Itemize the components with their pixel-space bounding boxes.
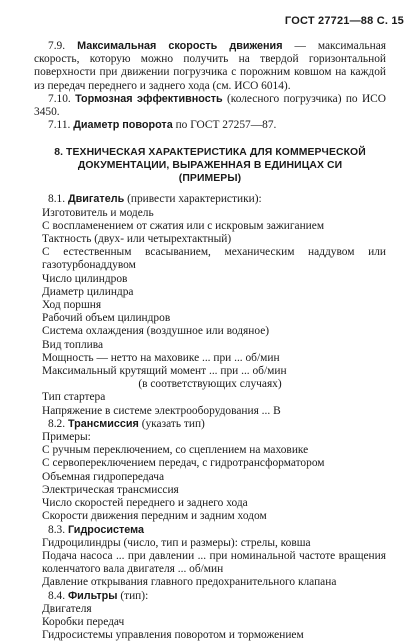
clause-number: 8.1. (48, 193, 66, 206)
section-8-title (34, 146, 386, 185)
list-item: С ручным переключением, со сцеплением на маховике (42, 444, 309, 457)
paragraph-7-9 (34, 40, 386, 93)
list-item: Система охлаждения (воздушное или водяное) (42, 325, 270, 338)
clause-number: 7.11. (48, 119, 71, 132)
clause-text: (тип): (117, 589, 149, 602)
list-item: Напряжение в системе электрооборудования ... В (42, 404, 281, 417)
clause-term: Тормозная эффективность (75, 92, 223, 105)
clause-term: Двигатель (67, 193, 125, 206)
list-item: Тип стартера (42, 391, 106, 404)
list-item: Максимальный крутящий момент ... при ... об/мин (42, 365, 287, 378)
clause-number: 8.2. (48, 417, 66, 430)
list-item: Гидросистемы управления поворотом и торможением (42, 629, 304, 642)
clause-text: — максимальная скорость, которую можно получить на твердой горизонтальной поверхности при движении погрузчика с порожним ковшом на каждой из передач переднего и заднего хода (см. ИСО 6014). (34, 40, 386, 92)
paragraph-8-1 (34, 193, 386, 206)
clause-text: (колесного погрузчика) по ИСО 3450. (34, 92, 386, 119)
list-item: Примеры: (42, 431, 91, 444)
list-item: Изготовитель и модель (42, 206, 154, 219)
section-title-line: (ПРИМЕРЫ) (178, 173, 242, 185)
paragraph-7-11 (34, 119, 386, 132)
clause-term: Максимальная скорость движения (77, 40, 283, 52)
list-item: Число цилиндров (42, 272, 128, 285)
clause-text: по ГОСТ 27257—87. (172, 119, 277, 132)
paragraph-8-3 (34, 524, 386, 537)
paragraph-8-2 (34, 418, 386, 431)
list-item: Двигателя (42, 602, 92, 615)
clause-term: Диаметр поворота (73, 119, 173, 132)
list-item: Подача насоса ... при давлении ... при номинальной частоте вращения коленчатого вала двигателя ... об/мин (42, 549, 386, 576)
clause-number: 7.10. (48, 92, 71, 105)
clause-term: Трансмиссия (67, 417, 139, 430)
clause-number: 8.4. (48, 589, 66, 602)
paragraph-7-10 (34, 93, 386, 119)
clause-text: (указать тип) (138, 417, 205, 430)
list-item: Объемная гидропередача (42, 470, 165, 483)
list-item: Ход поршня (42, 299, 102, 312)
clause-number: 8.3. (48, 523, 66, 536)
clause-number: 7.9. (48, 40, 66, 52)
list-item: Мощность — нетто на маховике ... при ... об/мин (42, 351, 280, 364)
list-item: Коробки передач (42, 615, 125, 628)
list-item: С сервопереключением передач, с гидротрансформатором (42, 457, 325, 470)
list-item: Вид топлива (42, 338, 104, 351)
list-item-note: (в соответствующих случаях) (138, 378, 282, 391)
list-item: С естественным всасыванием, механическим наддувом или газотурбонаддувом (42, 246, 386, 272)
clause-term: Фильтры (67, 589, 118, 602)
list-item: Гидроцилиндры (число, тип и размеры): стрелы, ковша (42, 536, 311, 549)
list-item: Тактность (двух- или четырехтактный) (42, 233, 232, 246)
clause-text: (привести характеристики): (124, 193, 262, 206)
list-item: Рабочий объем цилиндров (42, 312, 171, 325)
list-item: Число скоростей переднего и заднего хода (42, 497, 248, 510)
list-item: Давление открывания главного предохранительного клапана (42, 576, 337, 589)
section-title-line: ДОКУМЕНТАЦИИ, ВЫРАЖЕННАЯ В ЕДИНИЦАХ СИ (77, 160, 343, 172)
document-body (34, 40, 386, 642)
list-item: С воспламенением от сжатия или с искровым зажиганием (42, 219, 325, 232)
list-item: Диаметр цилиндра (42, 285, 134, 298)
section-title-line: 8. ТЕХНИЧЕСКАЯ ХАРАКТЕРИСТИКА ДЛЯ КОММЕРЧЕСКОЙ (54, 147, 366, 159)
page-header: ГОСТ 27721—88 С. 15 (284, 15, 404, 27)
clause-term: Гидросистема (67, 523, 144, 536)
list-item: Скорости движения передним и задним ходом (42, 510, 267, 523)
list-item: Электрическая трансмиссия (42, 483, 179, 496)
paragraph-8-4 (34, 590, 386, 603)
